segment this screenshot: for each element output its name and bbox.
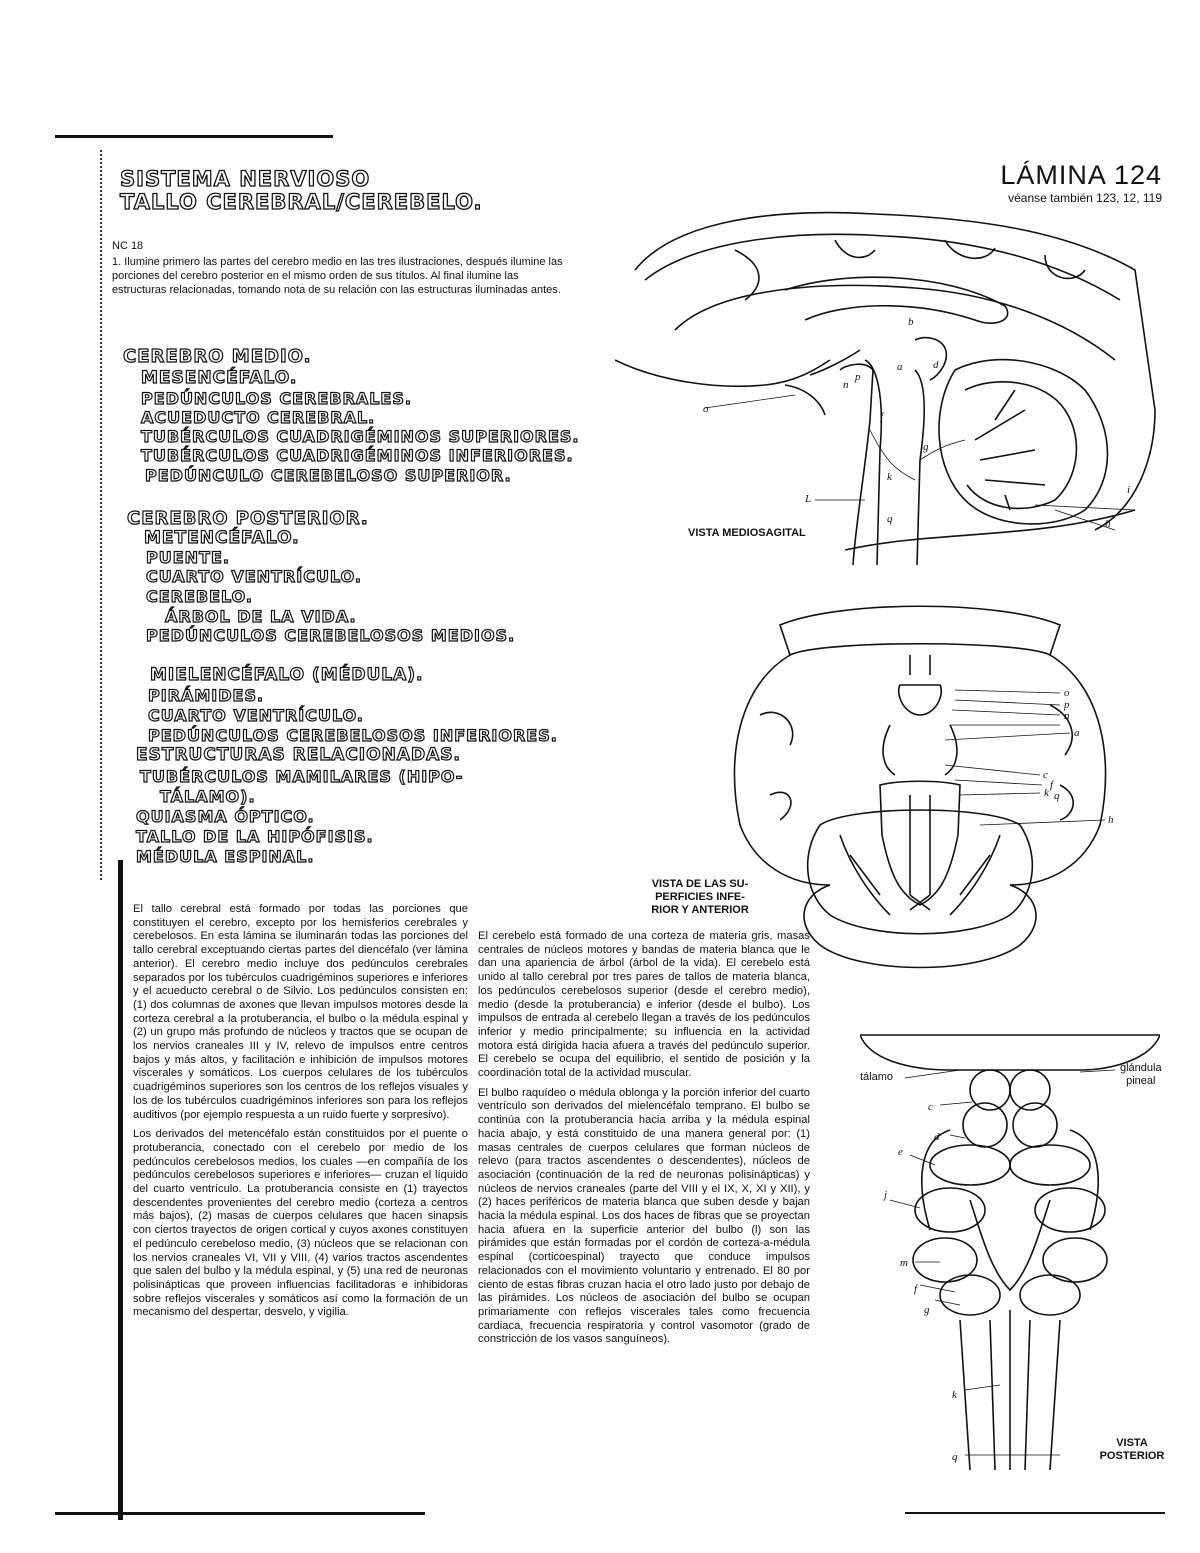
label-a-inf: a bbox=[1074, 727, 1080, 739]
paragraph-bulbo: El bulbo raquídeo o médula oblonga y la porción inferior del cuarto ventrículo son derivados del mielencéfalo temprano. El bulbo se continúa con la protuberancia hacia arriba y la médula espinal hacia abajo, y está constituido de una manera general por: (1) masas centrales de cuerpos celulares que forman núcleos de relevo (para tractos ascendentes o descendentes), núcleos de asociación (continuación de la red de neuronas polisinápticas) y núcleos de nervios craneales (parte del VIII y el IX, X, XI y XII), y (2) haces periféricos de materia blanca que suben desde y bajan hacia la médula espinal. Los dos haces de fibras que se proyectan hacia afuera en la superficie anterior del bulbo (l) son las pirámides que están formadas por el cordón de corteza-a-médula espinal (corticoespinal) trayecto que conduce impulsos relacionados con el movimiento voluntario y entrenado. El 80 por ciento de estas fibras cruzan hacia el otro lado justo por debajo de las pirámides. Los núcleos de asociación del bulbo se ocupan primariamente con reflejos viscerales tales como frecuencia cardiaca, frecuencia respiratoria y control vasomotor (grado de constricción de los vasos sanguíneos). bbox=[478, 1086, 810, 1346]
label-o-sag: o bbox=[703, 403, 709, 415]
bottom-rule-right bbox=[905, 1512, 1165, 1514]
label-j-post: j bbox=[884, 1189, 888, 1201]
label-p-inf: p bbox=[1064, 699, 1070, 711]
label-q-post: q bbox=[952, 1451, 958, 1463]
page-title bbox=[120, 168, 483, 214]
title-tuberculos-inf: TUBÉRCULOS CUADRIGÉMINOS INFERIORES. bbox=[141, 446, 574, 465]
paragraph-cerebelo: El cerebelo está formado de una corteza de materia gris, masas centrales de núcleos motores y bandas de materia blanca que le dan una apariencia de árbol (árbol de la vida). El cerebelo está unido al tallo cerebral por tres pares de tallos de materia blanca, los pedúnculos cerebelosos superior (desde el cerebro medio), medio (desde la protuberancia) e inferior (desde el bulbo). Los impulsos de entrada al cerebelo llegan a través de los pedúnculos inferior y medio principalmente; su influencia en la actividad motora está dirigida hacia afuera a través del pedúnculo superior. El cerebelo se ocupa del equilibrio, el sentido de posición y la coordinación total de la actividad muscular. bbox=[478, 930, 810, 1080]
label-vista-posterior-1: VISTA bbox=[1116, 1437, 1148, 1449]
inferior-figure bbox=[720, 595, 1120, 985]
label-g-post: g bbox=[924, 1304, 930, 1316]
margin-ticks bbox=[100, 150, 112, 880]
top-rule bbox=[55, 135, 333, 138]
title-talamo: TÁLAMO). bbox=[160, 787, 256, 806]
label-f-sag: f bbox=[880, 411, 884, 423]
midsagittal-figure bbox=[615, 210, 1175, 570]
label-h-inf: h bbox=[1108, 814, 1114, 826]
plate-number: LÁMINA 124 bbox=[1000, 160, 1162, 190]
title-estructuras: ESTRUCTURAS RELACIONADAS. bbox=[136, 745, 461, 765]
label-f-inf: f bbox=[1050, 779, 1054, 791]
title-cerebelo: CEREBELO. bbox=[146, 587, 253, 606]
title-pedunculos-inf: PEDÚNCULOS CEREBELOSOS INFERIORES. bbox=[148, 726, 558, 745]
label-d-post: d bbox=[934, 1131, 940, 1143]
label-k-sag: k bbox=[887, 471, 892, 483]
title-cerebro-posterior: CEREBRO POSTERIOR. bbox=[127, 508, 369, 529]
label-f-post: f bbox=[914, 1283, 918, 1295]
text-column-right bbox=[478, 930, 810, 1353]
label-a-sag: a bbox=[897, 361, 903, 373]
title-peduncculo-sup: PEDÚNCULO CEREBELOSO SUPERIOR. bbox=[145, 466, 512, 485]
label-k-inf: k bbox=[1044, 787, 1049, 799]
plate-number-block bbox=[1000, 160, 1162, 205]
title-pedunculos-medios: PEDÚNCULOS CEREBELOSOS MEDIOS. bbox=[146, 626, 516, 645]
title-metencefalo: METENCÉFALO. bbox=[144, 528, 300, 548]
label-b-sag: b bbox=[908, 316, 914, 328]
binding-edge bbox=[118, 860, 123, 1520]
label-vista-mediosagital: VISTA MEDIOSAGITAL bbox=[688, 527, 806, 539]
title-line-1: SISTEMA NERVIOSO bbox=[120, 167, 371, 191]
label-vista-inferior-3: RIOR Y ANTERIOR bbox=[651, 904, 749, 916]
label-q-sag: q bbox=[887, 513, 893, 525]
label-e-post: e bbox=[898, 1146, 903, 1158]
label-q-inf: q bbox=[1054, 790, 1060, 802]
nc-code: NC 18 bbox=[112, 240, 144, 252]
text-column-left bbox=[133, 903, 468, 1326]
label-glandula-pineal bbox=[1120, 1062, 1162, 1088]
title-quiasma: QUIASMA ÓPTICO. bbox=[136, 807, 315, 826]
title-tuberculos-mamilares: TUBÉRCULOS MAMILARES (HIPO- bbox=[140, 767, 464, 786]
label-i-sag: i bbox=[1127, 484, 1131, 496]
label-k-post: k bbox=[952, 1389, 957, 1401]
label-vista-inferior-2: PERFICIES INFE- bbox=[655, 891, 745, 903]
label-o-inf: o bbox=[1064, 687, 1070, 699]
label-l-sag: L bbox=[805, 493, 812, 505]
label-vista-inferior bbox=[625, 878, 775, 917]
title-pedunculos-cerebrales: PEDÚNCULOS CEREBRALES. bbox=[141, 389, 412, 408]
label-glandula: glándula bbox=[1120, 1062, 1162, 1074]
label-talamo: tálamo bbox=[860, 1071, 894, 1083]
label-vista-posterior-2: POSTERIOR bbox=[1099, 1450, 1165, 1462]
label-vista-inferior-1: VISTA DE LAS SU- bbox=[651, 878, 749, 890]
title-cuarto-ventriculo-1: CUARTO VENTRÍCULO. bbox=[146, 567, 362, 586]
title-cerebro-medio: CEREBRO MEDIO. bbox=[123, 346, 312, 367]
label-pineal: pineal bbox=[1126, 1075, 1156, 1087]
title-mesencefalo: MESENCÉFALO. bbox=[141, 368, 298, 388]
label-h-sag: h bbox=[1105, 518, 1111, 530]
bottom-rule bbox=[55, 1512, 425, 1515]
title-acueducto-cerebral: ACUEDUCTO CEREBRAL. bbox=[141, 408, 376, 427]
instructions-text: 1. Ilumine primero las partes del cerebro medio en las tres ilustraciones, después ilumine las porciones del cerebro posterior en el mismo orden de sus títulos. Al final ilumine las estructuras relacionadas, tomando nota de su relación con las estructuras iluminadas antes. bbox=[112, 256, 563, 296]
title-cuarto-ventriculo-2: CUARTO VENTRÍCULO. bbox=[148, 706, 364, 725]
title-puente: PUENTE. bbox=[146, 548, 230, 567]
label-c-inf: c bbox=[1043, 769, 1048, 781]
label-vista-posterior bbox=[1092, 1437, 1172, 1463]
title-piramides: PIRÁMIDES. bbox=[148, 686, 265, 705]
label-m-post: m bbox=[900, 1257, 908, 1269]
title-tuberculos-sup: TUBÉRCULOS CUADRIGÉMINOS SUPERIORES. bbox=[141, 427, 580, 446]
title-medula-espinal: MÉDULA ESPINAL. bbox=[136, 847, 315, 866]
label-d-sag: d bbox=[933, 359, 939, 371]
label-g-sag: g bbox=[923, 441, 929, 453]
title-line-2: TALLO CEREBRAL/CEREBELO. bbox=[120, 190, 483, 214]
paragraph-metencefalo: Los derivados del metencéfalo están constituidos por el puente o protuberancia, conectado con el cerebelo por medio de los pedúnculos cerebelosos medios, los cuales —en compañía de los pedúnculos cerebelosos superiores e inferiores— cruzan el líquido del cuarto ventrículo. La protuberancia consiste en (1) trayectos descendentes provenientes del cerebro medio (corteza a centros más bajos), (2) masas de cuerpos celulares que hacen sinapsis con ciertos trayectos de origen cortical y cuyos axones constituyen el pedúnculo cerebeloso medio, (3) núcleos que se relacionan con los nervios craneales VI, VII y VIII, (4) varios tractos ascendentes que salen del bulbo y la médula espinal, y (5) una red de neuronas polisinápticas que proveen influencias facilitadoras e inhibidoras sobre reflejos viscerales y somáticos así como la formación de un mecanismo del despertar, desvelo, y vigilia. bbox=[133, 1128, 468, 1319]
see-also: véanse también 123, 12, 119 bbox=[1008, 191, 1162, 205]
title-tallo-hipofisis: TALLO DE LA HIPÓFISIS. bbox=[136, 827, 374, 846]
paragraph-tallo: El tallo cerebral está formado por todas las porciones que constituyen el cerebro, excepto por los hemisferios cerebrales y cerebelosos. En esta lámina se iluminarán todas las porciones del tallo cerebral exceptuando ciertas partes del diencéfalo (ver lámina anterior). El cerebro medio incluye dos pedúnculos cerebrales separados por los tubérculos cuadrigéminos superiores e inferiores y el acueducto cerebral o de Silvio. Los pedúnculos consisten en: (1) dos columnas de axones que llevan impulsos motores desde la corteza cerebral a la protuberancia, el bulbo o la médula espinal y (2) un grupo más profundo de núcleos y tractos que se ocupan de los nervios craneales III y IV, relevo de impulsos entre centros bajos y más altos, y facilitación e inhibición de impulsos motores viscerales y somáticos. Los cuerpos celulares de los tubérculos cuadrigéminos superiores son los centros de los reflejos visuales y los de los tubérculos cuadrigéminos inferiores son para los reflejos auditivos (por ejemplo respuesta a un ruido fuerte y sorpresivo). bbox=[133, 903, 468, 1121]
label-p-sag: p bbox=[855, 371, 861, 383]
label-n-sag: n bbox=[843, 379, 849, 391]
posterior-figure bbox=[860, 1030, 1160, 1480]
label-n-inf: n bbox=[1064, 710, 1070, 722]
title-mielencefalo: MIELENCÉFALO (MÉDULA). bbox=[150, 665, 424, 685]
title-arbol-vida: ÁRBOL DE LA VIDA. bbox=[165, 607, 357, 626]
label-c-post: c bbox=[928, 1101, 933, 1113]
